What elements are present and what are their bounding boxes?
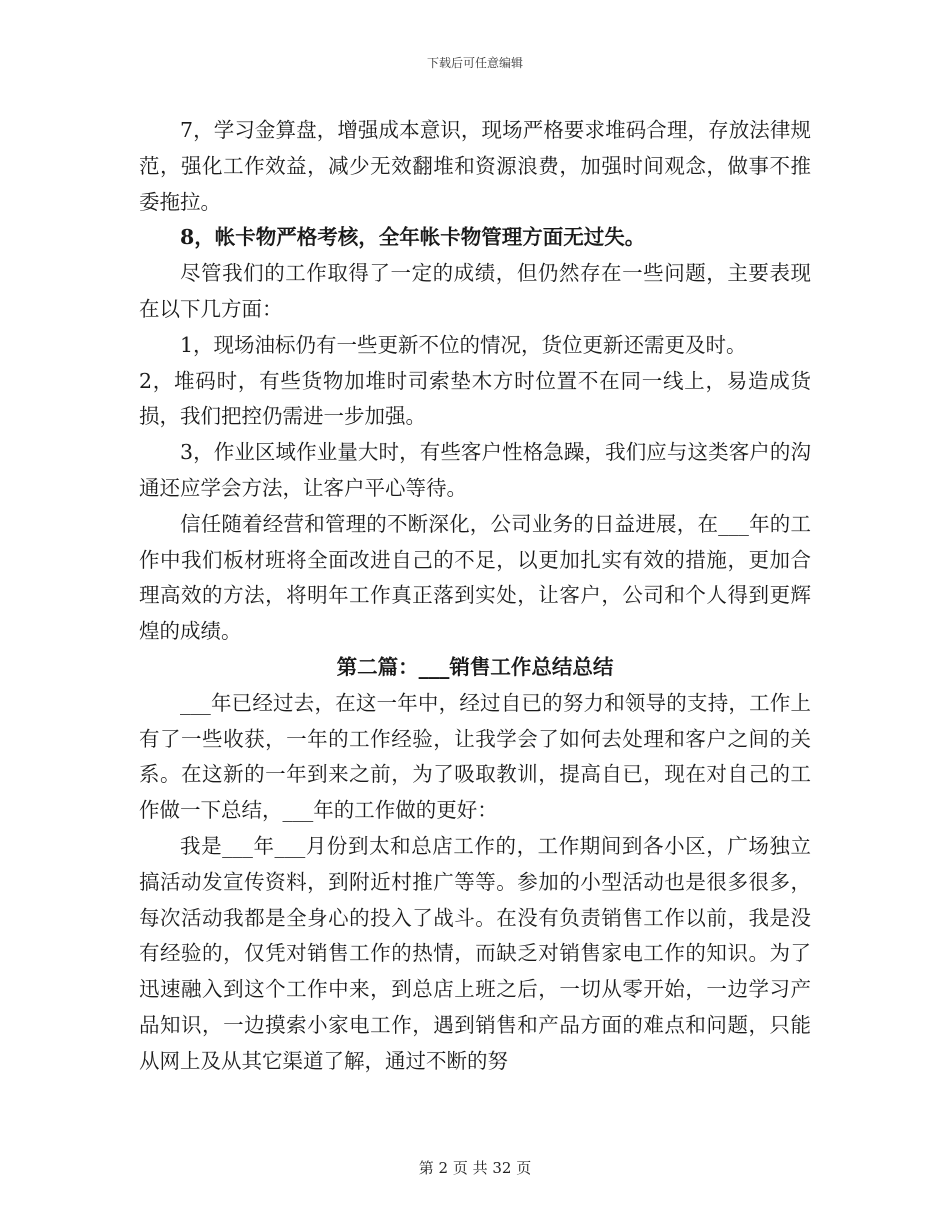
paragraph-problems-intro: 尽管我们的工作取得了一定的成绩，但仍然存在一些问题，主要表现在以下几方面：	[139, 261, 811, 321]
paragraph-item-7: 7，学习金算盘，增强成本意识，现场严格要求堆码合理，存放法律规范，强化工作效益，减少无效翻堆和资源浪费，加强时间观念，做事不推委拖拉。	[139, 118, 811, 214]
page-header: 下载后可任意编辑	[426, 56, 523, 70]
paragraph-problem-3: 3，作业区域作业量大时，有些客户性格急躁，我们应与这类客户的沟通还应学会方法，让客户平心等待。	[139, 440, 811, 500]
paragraph-work-history: 我是___年___月份到太和总店工作的，工作期间到各小区，广场独立搞活动发宣传资料，到附近村推广等等。参加的小型活动也是很多很多，每次活动我都是全身心的投入了战斗。在没有负责销售工作以前，我是没有经验的，仅凭对销售工作的热情，而缺乏对销售家电工作的知识。为了迅速融入到这个工作中来，到总店上班之后，一切从零开始，一边学习产品知识，一边摸索小家电工作，遇到销售和产品方面的难点和问题，只能从网上及从其它渠道了解，通过不断的努	[139, 833, 811, 1073]
paragraph-item-8: 8，帐卡物严格考核，全年帐卡物管理方面无过失。	[180, 225, 646, 250]
page-footer: 第 2 页 共 32 页	[418, 1159, 532, 1177]
section-heading: 第二篇：___销售工作总结总结	[336, 654, 614, 679]
paragraph-summary-intro: ___年已经过去，在这一年中，经过自已的努力和领导的支持，工作上有了一些收获，一年的工作经验，让我学会了如何去处理和客户之间的关系。在这新的一年到来之前，为了吸取教训，提高自已，现在对自己的工作做一下总结，___年的工作做的更好：	[139, 690, 811, 823]
paragraph-problem-2: 2，堆码时，有些货物加堆时司索垫木方时位置不在同一线上，易造成货损，我们把控仍需进一步加强。	[139, 368, 811, 429]
document-body	[139, 113, 811, 1080]
paragraph-problem-1: 1，现场油标仍有一些更新不位的情况，货位更新还需更及时。	[180, 332, 747, 357]
paragraph-outlook: 信任随着经营和管理的不断深化，公司业务的日益进展，在___年的工作中我们板材班将全面改进自己的不足，以更加扎实有效的措施，更加合理高效的方法，将明年工作真正落到实处，让客户，公司和个人得到更辉煌的成绩。	[139, 511, 811, 644]
